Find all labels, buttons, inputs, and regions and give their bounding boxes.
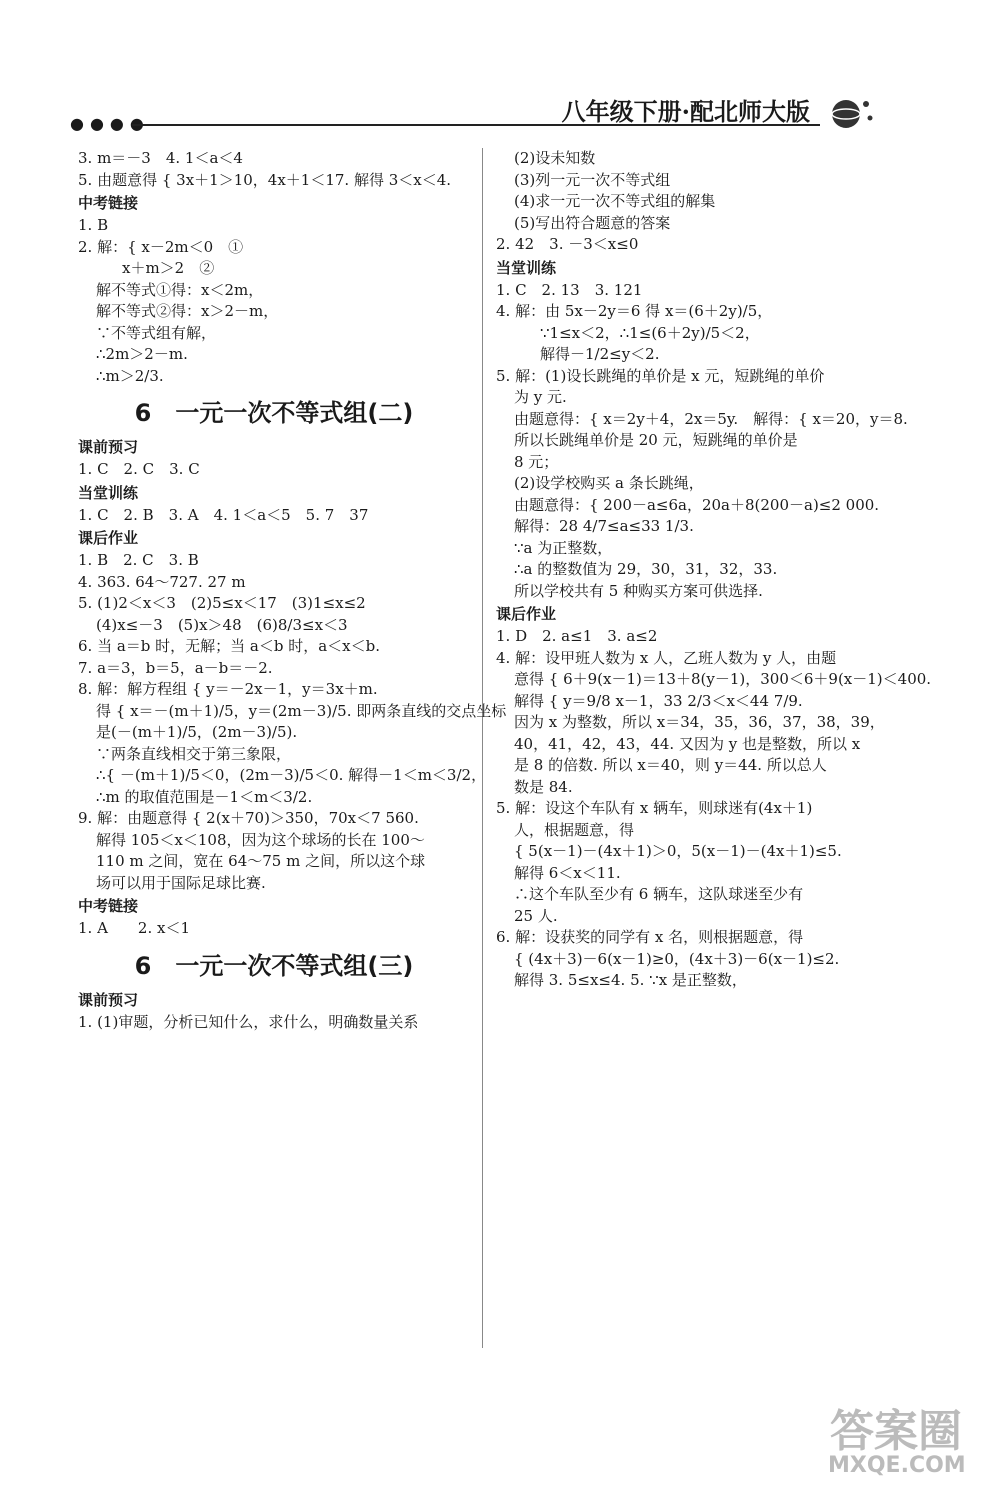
answer-line: 解得 { y＝9/8 x－1，33 2/3＜x＜44 7/9. bbox=[514, 691, 803, 710]
answer-line: 解不等式①得：x＜2m， bbox=[96, 280, 264, 299]
answer-line: ∴m 的取值范围是－1＜m＜3/2. bbox=[96, 787, 313, 806]
answer-line: 4. 解：由 5x－2y＝6 得 x＝(6＋2y)/5， bbox=[496, 302, 773, 320]
answer-line: 1. B bbox=[78, 216, 109, 234]
answer-line: 解得 105＜x＜108，因为这个球场的长在 100～ bbox=[96, 830, 425, 849]
answer-line: 解得－1/2≤y＜2. bbox=[540, 345, 660, 363]
answer-line: 为 y 元. bbox=[514, 388, 567, 406]
answer-line: 4. 363. 64～727. 27 m bbox=[78, 572, 246, 591]
watermark-url: MXQE.COM bbox=[828, 1453, 966, 1478]
watermark bbox=[820, 1395, 990, 1485]
answer-line: 人，根据题意，得 bbox=[514, 820, 635, 839]
section-heading: 当堂训练 bbox=[496, 258, 557, 277]
answer-line: 6. 当 a＝b 时，无解；当 a＜b 时，a＜x＜b. bbox=[78, 637, 381, 655]
answer-line: ∴2m＞2－m. bbox=[96, 345, 188, 363]
answer-line: 5. 解：(1)设长跳绳的单价是 x 元，短跳绳的单价 bbox=[496, 366, 825, 385]
answer-line: ∴a 的整数值为 29，30，31，32，33. bbox=[514, 560, 778, 578]
answer-line: ∴{ －(m＋1)/5＜0，(2m－3)/5＜0. 解得－1＜m＜3/2， bbox=[96, 766, 487, 784]
answer-line: 5. 由题意得 { 3x＋1＞10，4x＋1＜17. 解得 3＜x＜4. bbox=[78, 170, 452, 189]
answer-line: 得 { x＝－(m＋1)/5，y＝(2m－3)/5. 即两条直线的交点坐标 bbox=[96, 701, 507, 720]
answer-line: 场可以用于国际足球比赛. bbox=[96, 873, 266, 892]
answer-line: 1. D 2. a≤1 3. a≤2 bbox=[496, 627, 658, 645]
answer-line: { 5(x－1)－(4x＋1)＞0，5(x－1)－(4x＋1)≤5. bbox=[514, 842, 842, 860]
answer-line: 1. A 2. x＜1 bbox=[78, 919, 190, 937]
answer-line: (4)求一元一次不等式组的解集 bbox=[514, 192, 716, 210]
answer-line: 5. (1)2＜x＜3 (2)5≤x＜17 (3)1≤x≤2 bbox=[78, 594, 366, 612]
section-heading: 当堂训练 bbox=[78, 483, 139, 502]
answer-line: 解得：28 4/7≤a≤33 1/3. bbox=[514, 517, 694, 535]
section-heading: 课后作业 bbox=[78, 529, 139, 547]
header-dots: ●●●● bbox=[70, 114, 150, 133]
right-column bbox=[496, 148, 932, 992]
answer-line: 所以长跳绳单价是 20 元，短跳绳的单价是 bbox=[514, 431, 798, 449]
watermark-text: 答案圈 bbox=[830, 1406, 962, 1457]
chapter-title: 6 一元一次不等式组(三) bbox=[134, 951, 414, 980]
answer-line: ∵a 为正整数， bbox=[514, 538, 613, 557]
answer-line: 意得 { 6＋9(x－1)＝13＋8(y－1)，300＜6＋9(x－1)＜400. bbox=[514, 670, 932, 688]
answer-line: ∵不等式组有解， bbox=[96, 323, 217, 342]
left-column bbox=[78, 148, 507, 1033]
answer-line: 数是 84. bbox=[514, 777, 573, 796]
answer-line: { (4x＋3)－6(x－1)≥0，(4x＋3)－6(x－1)≤2. bbox=[514, 949, 840, 968]
answer-line: 1. B 2. C 3. B bbox=[78, 551, 199, 569]
answer-line: x＋m＞2 ② bbox=[122, 259, 215, 277]
section-heading: 中考链接 bbox=[78, 897, 139, 915]
answer-line: 4. 解：设甲班人数为 x 人，乙班人数为 y 人，由题 bbox=[496, 648, 837, 667]
answer-line: 2. 42 3. －3＜x≤0 bbox=[496, 235, 639, 253]
answer-line: 25 人. bbox=[514, 906, 558, 925]
page-header bbox=[70, 88, 890, 132]
answer-line: 1. C 2. B 3. A 4. 1＜a＜5 5. 7 37 bbox=[78, 505, 369, 524]
answer-line: 8 元； bbox=[514, 452, 559, 471]
answer-line: 5. 解：设这个车队有 x 辆车，则球迷有(4x＋1) bbox=[496, 799, 813, 817]
section-heading: 课前预习 bbox=[78, 438, 139, 456]
answer-line: (5)写出符合题意的答案 bbox=[514, 213, 671, 232]
answer-line: (4)x≤－3 (5)x＞48 (6)8/3≤x＜3 bbox=[96, 615, 348, 634]
answer-line: 40，41，42，43，44. 又因为 y 也是整数，所以 x bbox=[514, 734, 861, 753]
answer-line: 1. C 2. 13 3. 121 bbox=[496, 280, 643, 299]
answer-line: 6. 解：设获奖的同学有 x 名，则根据题意，得 bbox=[496, 928, 804, 946]
answer-line: ∵两条直线相交于第三象限， bbox=[96, 744, 292, 763]
answer-line: 由题意得：{ 200－a≤6a，20a＋8(200－a)≤2 000. bbox=[514, 495, 880, 514]
globe-logo-icon bbox=[824, 92, 876, 132]
answer-line: 9. 解：由题意得 { 2(x＋70)＞350，70x＜7 560. bbox=[78, 809, 419, 827]
header-title: 八年级下册·配北师大版 bbox=[561, 97, 810, 126]
answer-line: 2. 解：{ x－2m＜0 ① bbox=[78, 237, 244, 256]
answer-line: 所以学校共有 5 种购买方案可供选择. bbox=[514, 581, 763, 600]
column-divider bbox=[482, 148, 483, 1348]
answer-line: 7. a＝3，b＝5，a－b＝－2. bbox=[78, 658, 273, 677]
answer-line: (2)设学校购买 a 条长跳绳， bbox=[514, 474, 704, 492]
answer-line: (2)设未知数 bbox=[514, 149, 596, 167]
section-heading: 课后作业 bbox=[496, 605, 557, 623]
answer-line: (3)列一元一次不等式组 bbox=[514, 170, 671, 189]
answer-line: 1. C 2. C 3. C bbox=[78, 460, 200, 478]
chapter-title: 6 一元一次不等式组(二) bbox=[134, 399, 414, 427]
answer-line: 8. 解：解方程组 { y＝－2x－1，y＝3x＋m. bbox=[78, 680, 378, 698]
answer-line: 由题意得：{ x＝2y＋4，2x＝5y. 解得：{ x＝20，y＝8. bbox=[514, 409, 908, 428]
answer-line: 3. m＝－3 4. 1＜a＜4 bbox=[78, 149, 243, 167]
answer-line: ∴m＞2/3. bbox=[96, 366, 164, 385]
answer-line: 是 8 的倍数. 所以 x＝40，则 y＝44. 所以总人 bbox=[514, 756, 827, 774]
section-heading: 课前预习 bbox=[78, 990, 139, 1009]
answer-line: 是(－(m＋1)/5，(2m－3)/5). bbox=[96, 723, 298, 741]
answer-line: ∴这个车队至少有 6 辆车，这队球迷至少有 bbox=[514, 885, 804, 903]
answer-line: 解不等式②得：x＞2－m， bbox=[96, 302, 279, 320]
answer-line: 解得 6＜x＜11. bbox=[514, 863, 621, 882]
answer-line: 110 m 之间，宽在 64～75 m 之间，所以这个球 bbox=[96, 852, 426, 870]
section-heading: 中考链接 bbox=[78, 194, 139, 212]
answer-line: 1. (1)审题，分析已知什么，求什么，明确数量关系 bbox=[78, 1012, 419, 1031]
answer-line: ∵1≤x＜2，∴1≤(6＋2y)/5＜2， bbox=[540, 323, 760, 342]
answer-line: 解得 3. 5≤x≤4. 5. ∵x 是正整数， bbox=[514, 971, 747, 989]
answer-line: 因为 x 为整数，所以 x＝34，35，36，37，38，39， bbox=[514, 713, 885, 731]
